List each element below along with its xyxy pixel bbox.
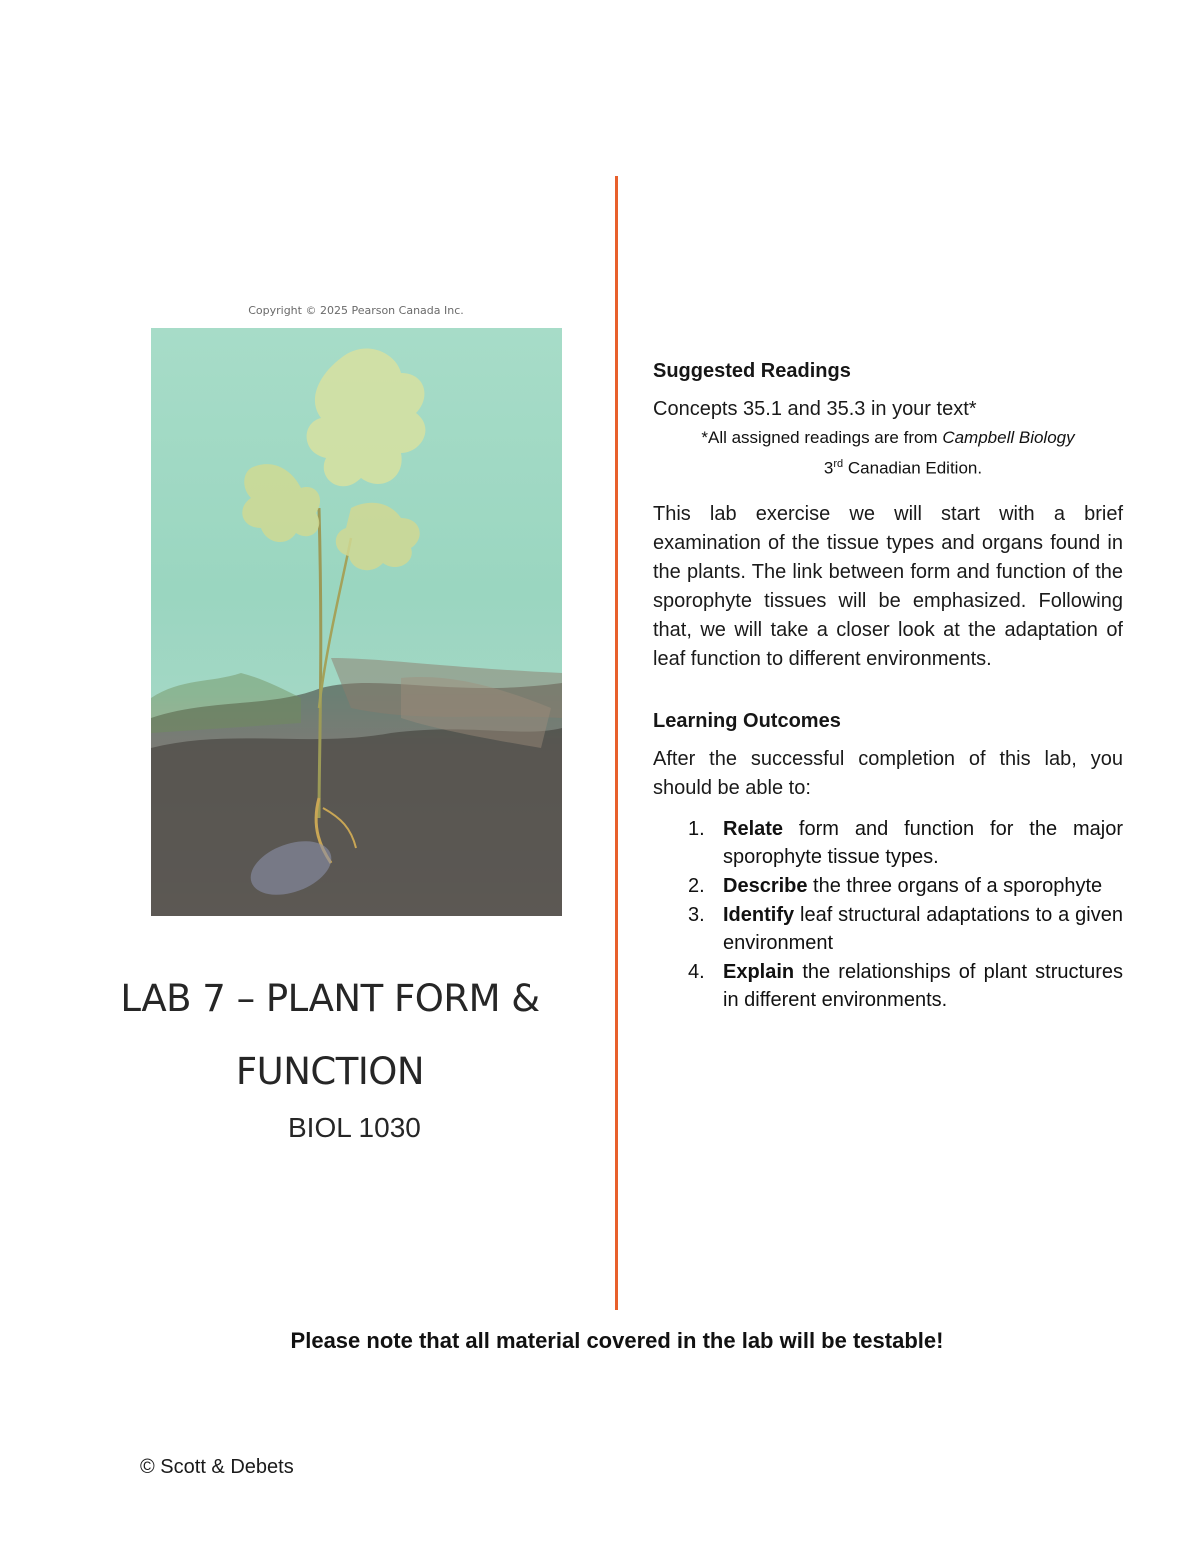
readings-note: *All assigned readings are from Campbell Biology (701, 428, 1075, 447)
list-item: 2. Describe the three organs of a sporophyte (688, 874, 1103, 897)
testable-note: Please note that all material covered in the lab will be testable! (290, 1328, 944, 1353)
intro-paragraph: This lab exercise we will start with a brief examination of the tissue types and organs found in the plants. The link between form and function of the sporophyte tissues will be emphasized. Following that, we will take a closer look at the adaptation of leaf function to different environments. (653, 502, 1123, 670)
book-title: Campbell Biology (942, 428, 1075, 447)
outcomes-list (653, 815, 1123, 1014)
course-code: BIOL 1030 (288, 1112, 421, 1143)
readings-heading: Suggested Readings (653, 360, 851, 382)
list-item: 3. Identify leaf structural adaptations to a given environment (688, 903, 1123, 954)
lab-title-line1: LAB 7 – PLANT FORM & (120, 977, 540, 1020)
list-item: 4. Explain the relationships of plant structures in different environments. (688, 960, 1123, 1011)
outcomes-heading: Learning Outcomes (653, 709, 841, 732)
readings-edition: 3rd Canadian Edition. (823, 458, 983, 478)
vertical-divider (615, 176, 618, 1310)
image-copyright: Copyright © 2025 Pearson Canada Inc. (248, 304, 464, 317)
oak-seedling-photo (151, 328, 562, 916)
footer-copyright: © Scott & Debets (140, 1456, 294, 1478)
outcomes-lead: After the successful completion of this lab, you should be able to: (653, 747, 1123, 799)
readings-concepts: Concepts 35.1 and 35.3 in your text* (653, 398, 977, 420)
lab-title-line2: FUNCTION (235, 1050, 425, 1093)
lab-title (60, 962, 600, 1108)
right-column (653, 360, 1123, 1015)
list-item: 1. Relate form and function for the major sporophyte tissue types. (688, 817, 1123, 868)
